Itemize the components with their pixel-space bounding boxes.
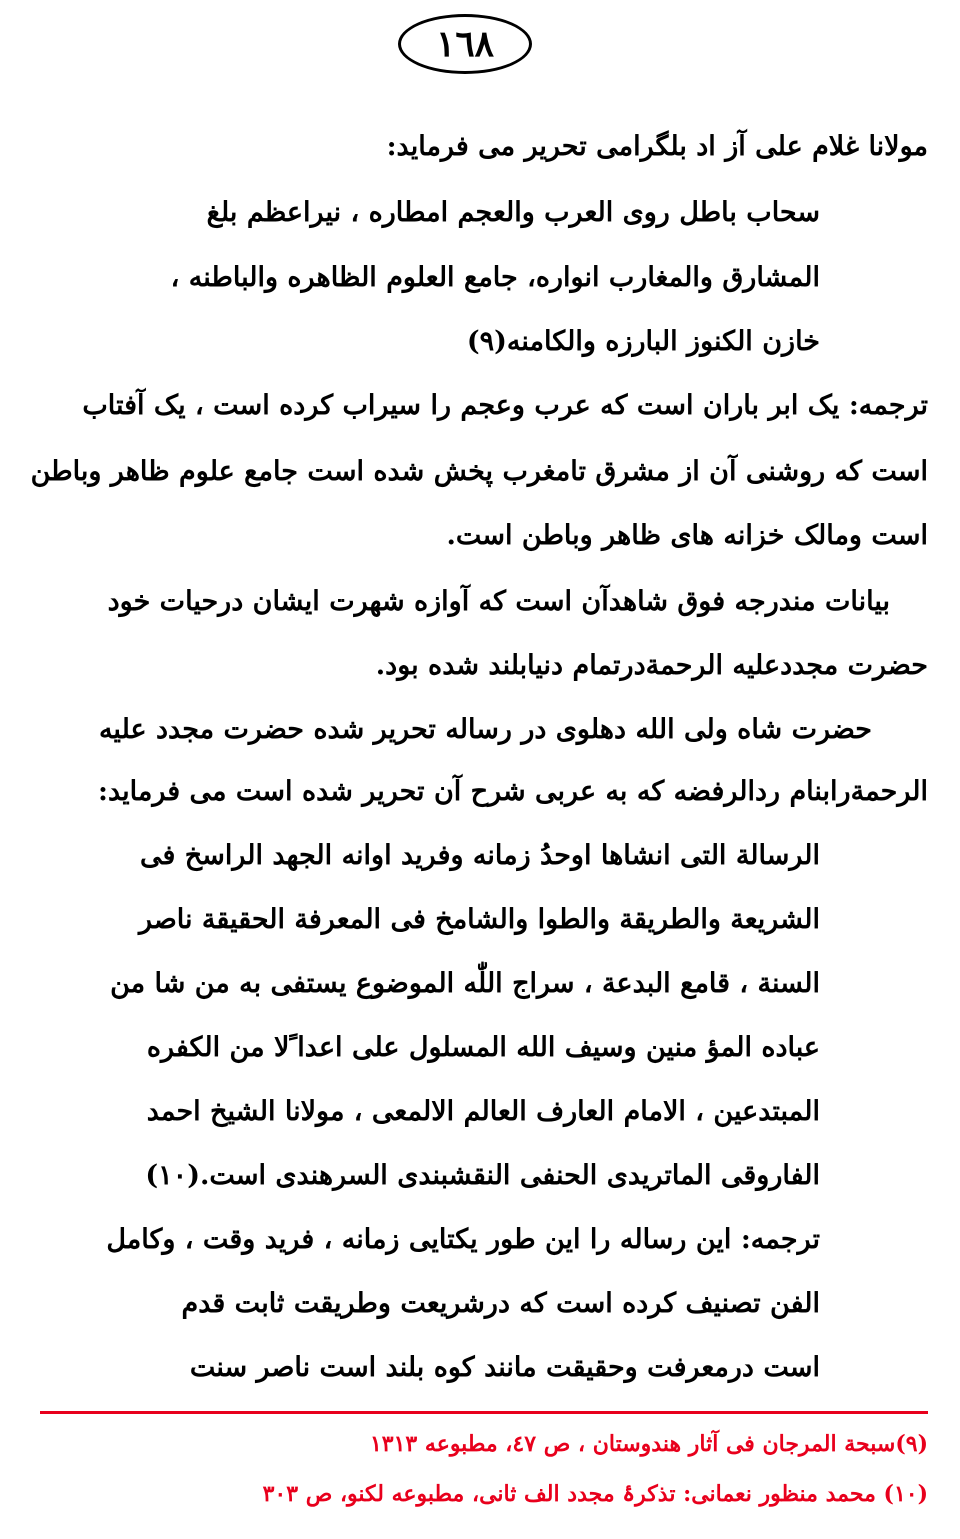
quote-1-line: سحاب باطل روی العرب والعجم امطاره ، نیراعظم بلغ [206,197,820,228]
quote-2-line: عباده المؤ منین وسیف الله المسلول علی اعدا ًلا من الکفره [146,1032,820,1063]
quote-2-line: الشریعة والطریقة والطوا والشامخ فی المعرفة الحقیقة ناصر [138,904,820,935]
footnote-10: (١٠) محمد منظور نعمانی: تذکرۂ مجدد الف ثانی، مطبوعه لکنو، ص ٣٠٣ [262,1481,928,1507]
translation-2-line: است درمعرفت وحقیقت مانند کوه بلند است ناصر سنت [189,1352,820,1383]
quote-1-line: خازن الکنوز البارزه والکامنه(۹) [466,326,820,357]
translation-1-line: ترجمه: یک ابر باران است که عرب وعجم را سیراب کرده است ، یک آفتاب [82,390,928,421]
quote-1-line: المشارق والمغارب انواره، جامع العلوم الظاهره والباطنه ، [170,262,820,293]
paragraph-line: بیانات مندرجه فوق شاهدآن است که آوازه شهرت ایشان درحیات خود [107,586,890,617]
quote-2-line: السنة ، قامع البدعة ، سراج اللّٰه الموضوع یستفی به من شا من [110,968,820,999]
translation-2-line: ترجمه: این رساله را این طور یکتایی زمانه ، فرید وقت ، وکامل [106,1224,820,1255]
paragraph-line: حضرت مجددعلیه الرحمةدرتمام دنیابلند شده بود. [375,650,928,681]
quote-2-line: الرسالة التی انشاها اوحدُ زمانه وفرید اوانه الجهد الراسخ فی [140,840,820,871]
translation-1-line: است که روشنی آن از مشرق تامغرب پخش شده است جامع علوم ظاهر وباطن [30,456,928,487]
intro-line: مولانا غلام علی آز اد بلگرامی تحریر می فرماید: [386,131,928,162]
quote-2-line: المبتدعین ، الامام العارف العالم الالمعی ، مولانا الشیخ احمد [146,1096,820,1127]
translation-2-line: الفن تصنیف کرده است که درشریعت وطریقت ثابت قدم [181,1288,820,1319]
footnote-9: (۹)سبحة المرجان فی آثار هندوستان ، ص ٤٧، مطبوعه ١٣١٣ [369,1431,928,1457]
page-number: ١٦٨ [398,14,532,74]
paragraph-line: الرحمةرابنام ردالرفضه که به عربی شرح آن تحریر شده است می فرماید: [98,776,928,807]
paragraph-line: حضرت شاه ولی الله دهلوی در رساله تحریر شده حضرت مجدد علیه [98,714,872,745]
translation-1-line: است ومالک خزانه های ظاهر وباطن است. [446,520,928,551]
quote-2-line: الفاروقی الماتریدی الحنفی النقشبندی السرهندی است.(١٠) [145,1160,820,1191]
footnote-divider [40,1411,928,1414]
